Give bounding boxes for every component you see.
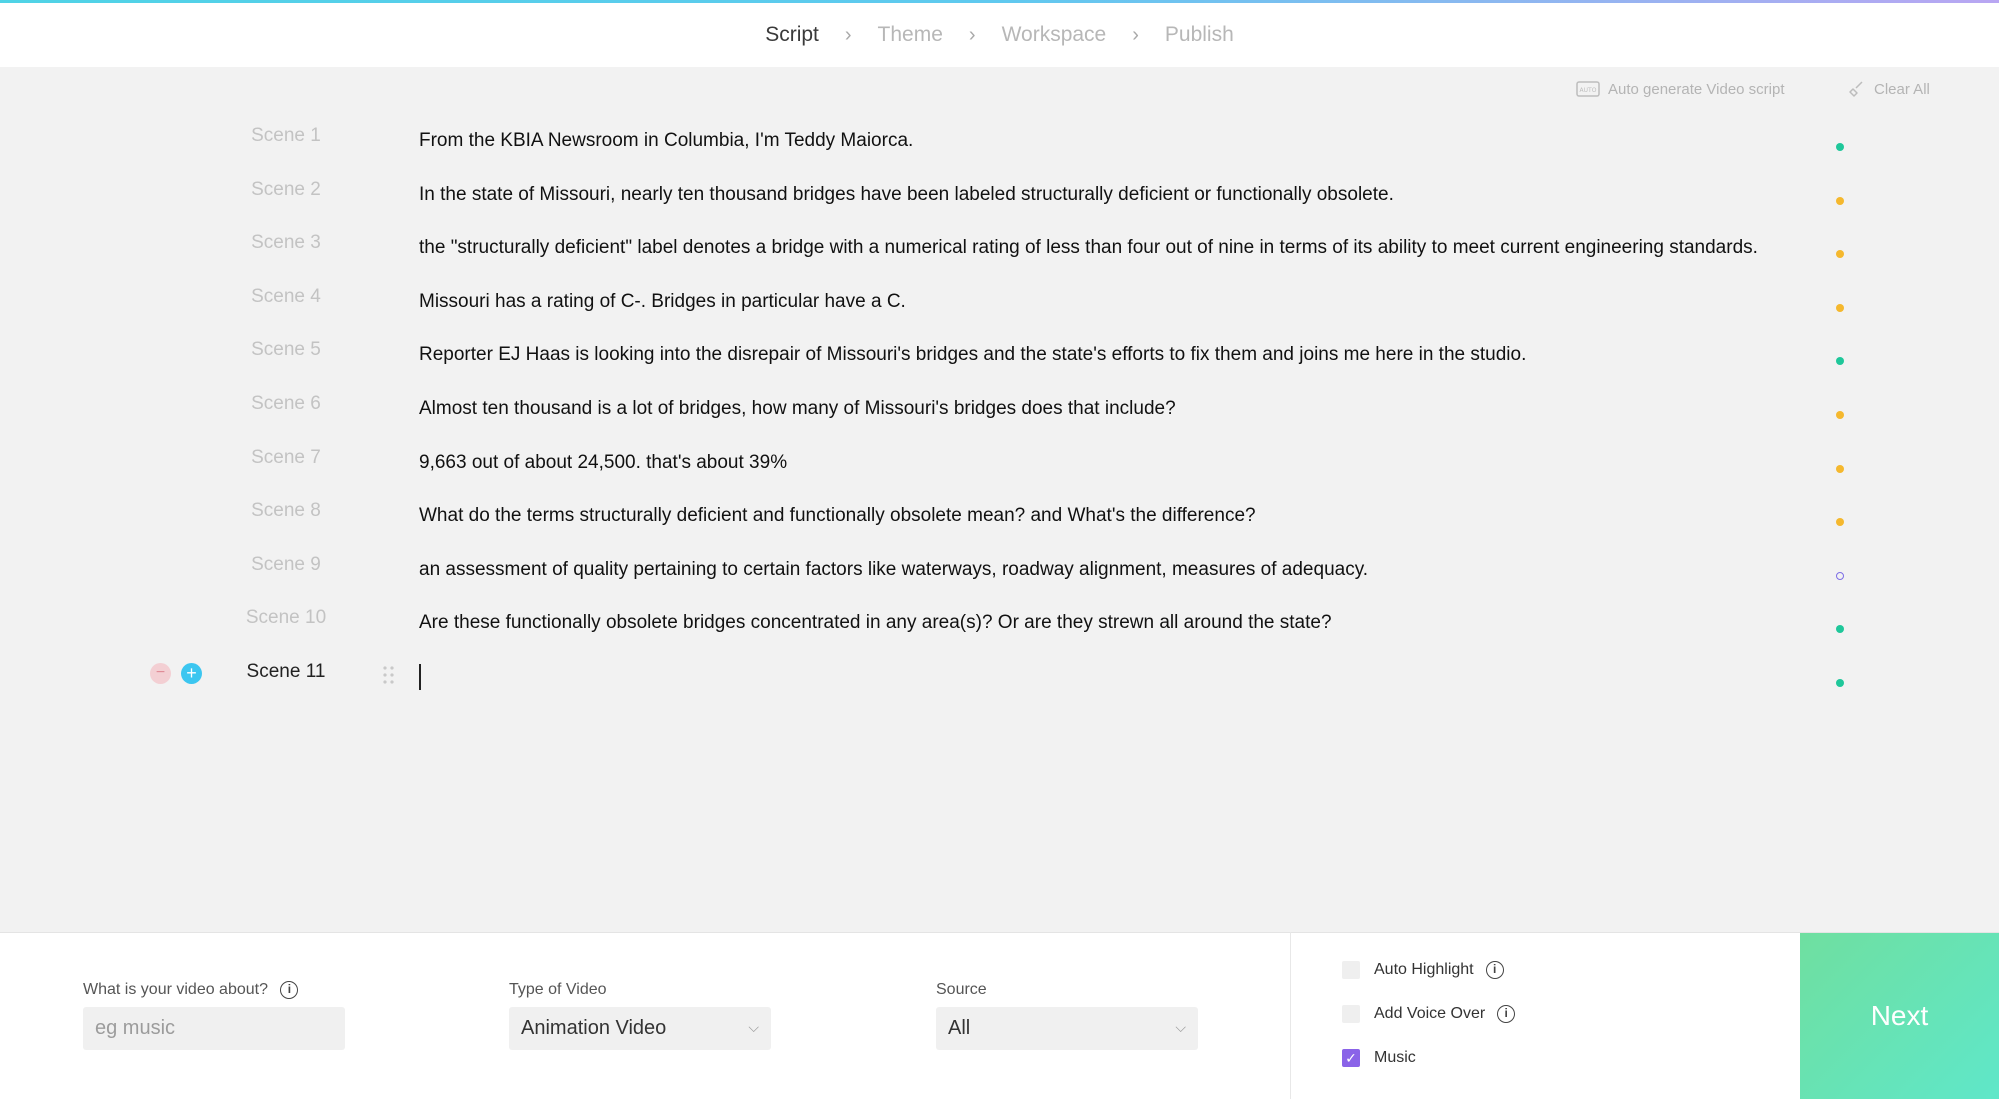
scene-text[interactable]: an assessment of quality pertaining to certain factors like waterways, roadway alignment, measures of adequacy. xyxy=(419,558,1369,580)
scene-label: Scene 11 xyxy=(246,660,326,682)
status-dot xyxy=(1836,518,1844,526)
svg-text:AUTO: AUTO xyxy=(1579,87,1597,94)
text-cursor xyxy=(419,664,421,690)
scene-label: Scene 1 xyxy=(251,125,321,146)
add-voice-over-option[interactable] xyxy=(1342,1005,1515,1023)
status-dot xyxy=(1836,572,1844,580)
auto-highlight-option[interactable] xyxy=(1342,961,1504,979)
auto-script-icon xyxy=(1576,80,1600,98)
scene-row[interactable] xyxy=(0,437,1999,491)
scene-row[interactable] xyxy=(0,169,1999,223)
step-header xyxy=(0,3,1999,67)
scene-text[interactable]: Reporter EJ Haas is looking into the disrepair of Missouri's bridges and the state's efforts to fix them and joins me here in the studio. xyxy=(419,344,1527,366)
remove-scene-button[interactable]: − xyxy=(150,663,171,684)
stepper xyxy=(765,23,1234,47)
status-dot xyxy=(1836,357,1844,365)
next-button[interactable]: Next xyxy=(1800,933,1999,1099)
status-dot xyxy=(1836,411,1844,419)
status-dot xyxy=(1836,465,1844,473)
status-dot xyxy=(1836,250,1844,258)
scene-text[interactable]: From the KBIA Newsroom in Columbia, I'm Teddy Maiorca. xyxy=(419,130,914,151)
scene-row-active[interactable] xyxy=(0,651,1999,705)
scene-list xyxy=(0,115,1999,705)
scene-text[interactable]: 9,663 out of about 24,500. that's about 39% xyxy=(419,451,788,473)
type-value: Animation Video xyxy=(521,1017,667,1039)
auto-highlight-checkbox[interactable] xyxy=(1342,961,1360,979)
scene-text[interactable]: the "structurally deficient" label denotes a bridge with a numerical rating of less than four out of nine in terms of its ability to meet current engineering standards. xyxy=(419,237,1758,259)
music-option[interactable] xyxy=(1342,1049,1416,1067)
source-select[interactable] xyxy=(936,1007,1198,1050)
step-script[interactable]: Script xyxy=(765,23,819,46)
clear-all-label: Clear All xyxy=(1874,80,1930,98)
source-value: All xyxy=(948,1017,971,1039)
scene-text[interactable]: Are these functionally obsolete bridges concentrated in any area(s)? Or are they strewn all around the state? xyxy=(419,612,1332,634)
scene-text[interactable]: What do the terms structurally deficient and functionally obsolete mean? and What's the difference? xyxy=(419,505,1256,527)
step-workspace[interactable]: Workspace xyxy=(1001,23,1107,46)
scene-row[interactable] xyxy=(0,597,1999,651)
about-placeholder: eg music xyxy=(95,1017,176,1039)
scene-text[interactable]: In the state of Missouri, nearly ten thousand bridges have been labeled structurally deficient or functionally obsolete. xyxy=(419,183,1394,205)
drag-handle-icon[interactable] xyxy=(382,665,396,685)
scene-label: Scene 9 xyxy=(251,553,321,575)
auto-generate-script-button[interactable] xyxy=(1576,78,1785,100)
step-publish[interactable]: Publish xyxy=(1164,23,1234,46)
scene-label: Scene 4 xyxy=(251,285,321,307)
scene-label: Scene 3 xyxy=(251,232,321,254)
about-label-text: What is your video about? xyxy=(83,981,268,999)
auto-generate-label: Auto generate Video script xyxy=(1608,80,1785,98)
chevron-right-icon: › xyxy=(844,23,852,46)
add-voice-over-checkbox[interactable] xyxy=(1342,1005,1360,1023)
scene-text[interactable]: Almost ten thousand is a lot of bridges, how many of Missouri's bridges does that include? xyxy=(419,397,1176,419)
chevron-right-icon: › xyxy=(968,23,976,46)
info-icon[interactable]: i xyxy=(1497,1005,1515,1023)
scene-label: Scene 10 xyxy=(245,607,327,629)
scene-label: Scene 7 xyxy=(251,446,321,468)
scene-label: Scene 8 xyxy=(251,500,321,522)
panel-divider xyxy=(1290,932,1291,1099)
scene-row[interactable] xyxy=(0,329,1999,383)
about-input[interactable] xyxy=(83,1007,345,1050)
scene-row[interactable] xyxy=(0,276,1999,330)
scene-text[interactable]: Missouri has a rating of C-. Bridges in particular have a C. xyxy=(419,290,906,312)
auto-highlight-label: Auto Highlight xyxy=(1374,961,1474,978)
scene-label: Scene 5 xyxy=(251,339,321,361)
scene-label: Scene 2 xyxy=(251,178,321,200)
about-field-label xyxy=(83,981,298,999)
scene-row[interactable] xyxy=(0,544,1999,598)
status-dot xyxy=(1836,304,1844,312)
step-theme[interactable]: Theme xyxy=(877,23,943,46)
scene-row[interactable] xyxy=(0,222,1999,276)
type-of-video-select[interactable] xyxy=(509,1007,771,1050)
status-dot xyxy=(1836,143,1844,151)
type-field-label: Type of Video xyxy=(509,981,607,998)
scene-row[interactable] xyxy=(0,490,1999,544)
status-dot xyxy=(1836,197,1844,205)
chevron-right-icon: › xyxy=(1132,23,1139,46)
clear-all-button[interactable] xyxy=(1848,78,1930,100)
status-dot xyxy=(1836,625,1844,633)
chevron-down-icon: ⌵ xyxy=(748,1019,759,1035)
chevron-down-icon: ⌵ xyxy=(1175,1019,1186,1035)
scene-row[interactable] xyxy=(0,115,1999,169)
add-scene-button[interactable]: + xyxy=(181,663,202,684)
add-voice-over-label: Add Voice Over xyxy=(1374,1005,1486,1022)
music-label: Music xyxy=(1374,1049,1416,1066)
source-field-label: Source xyxy=(936,981,987,998)
status-dot xyxy=(1836,679,1844,687)
scene-row[interactable] xyxy=(0,383,1999,437)
info-icon[interactable]: i xyxy=(1486,961,1504,979)
bottom-panel xyxy=(0,932,1999,1099)
broom-icon xyxy=(1848,80,1866,98)
scene-label: Scene 6 xyxy=(251,392,321,414)
music-checkbox[interactable]: ✓ xyxy=(1342,1049,1360,1067)
info-icon[interactable]: i xyxy=(280,981,298,999)
